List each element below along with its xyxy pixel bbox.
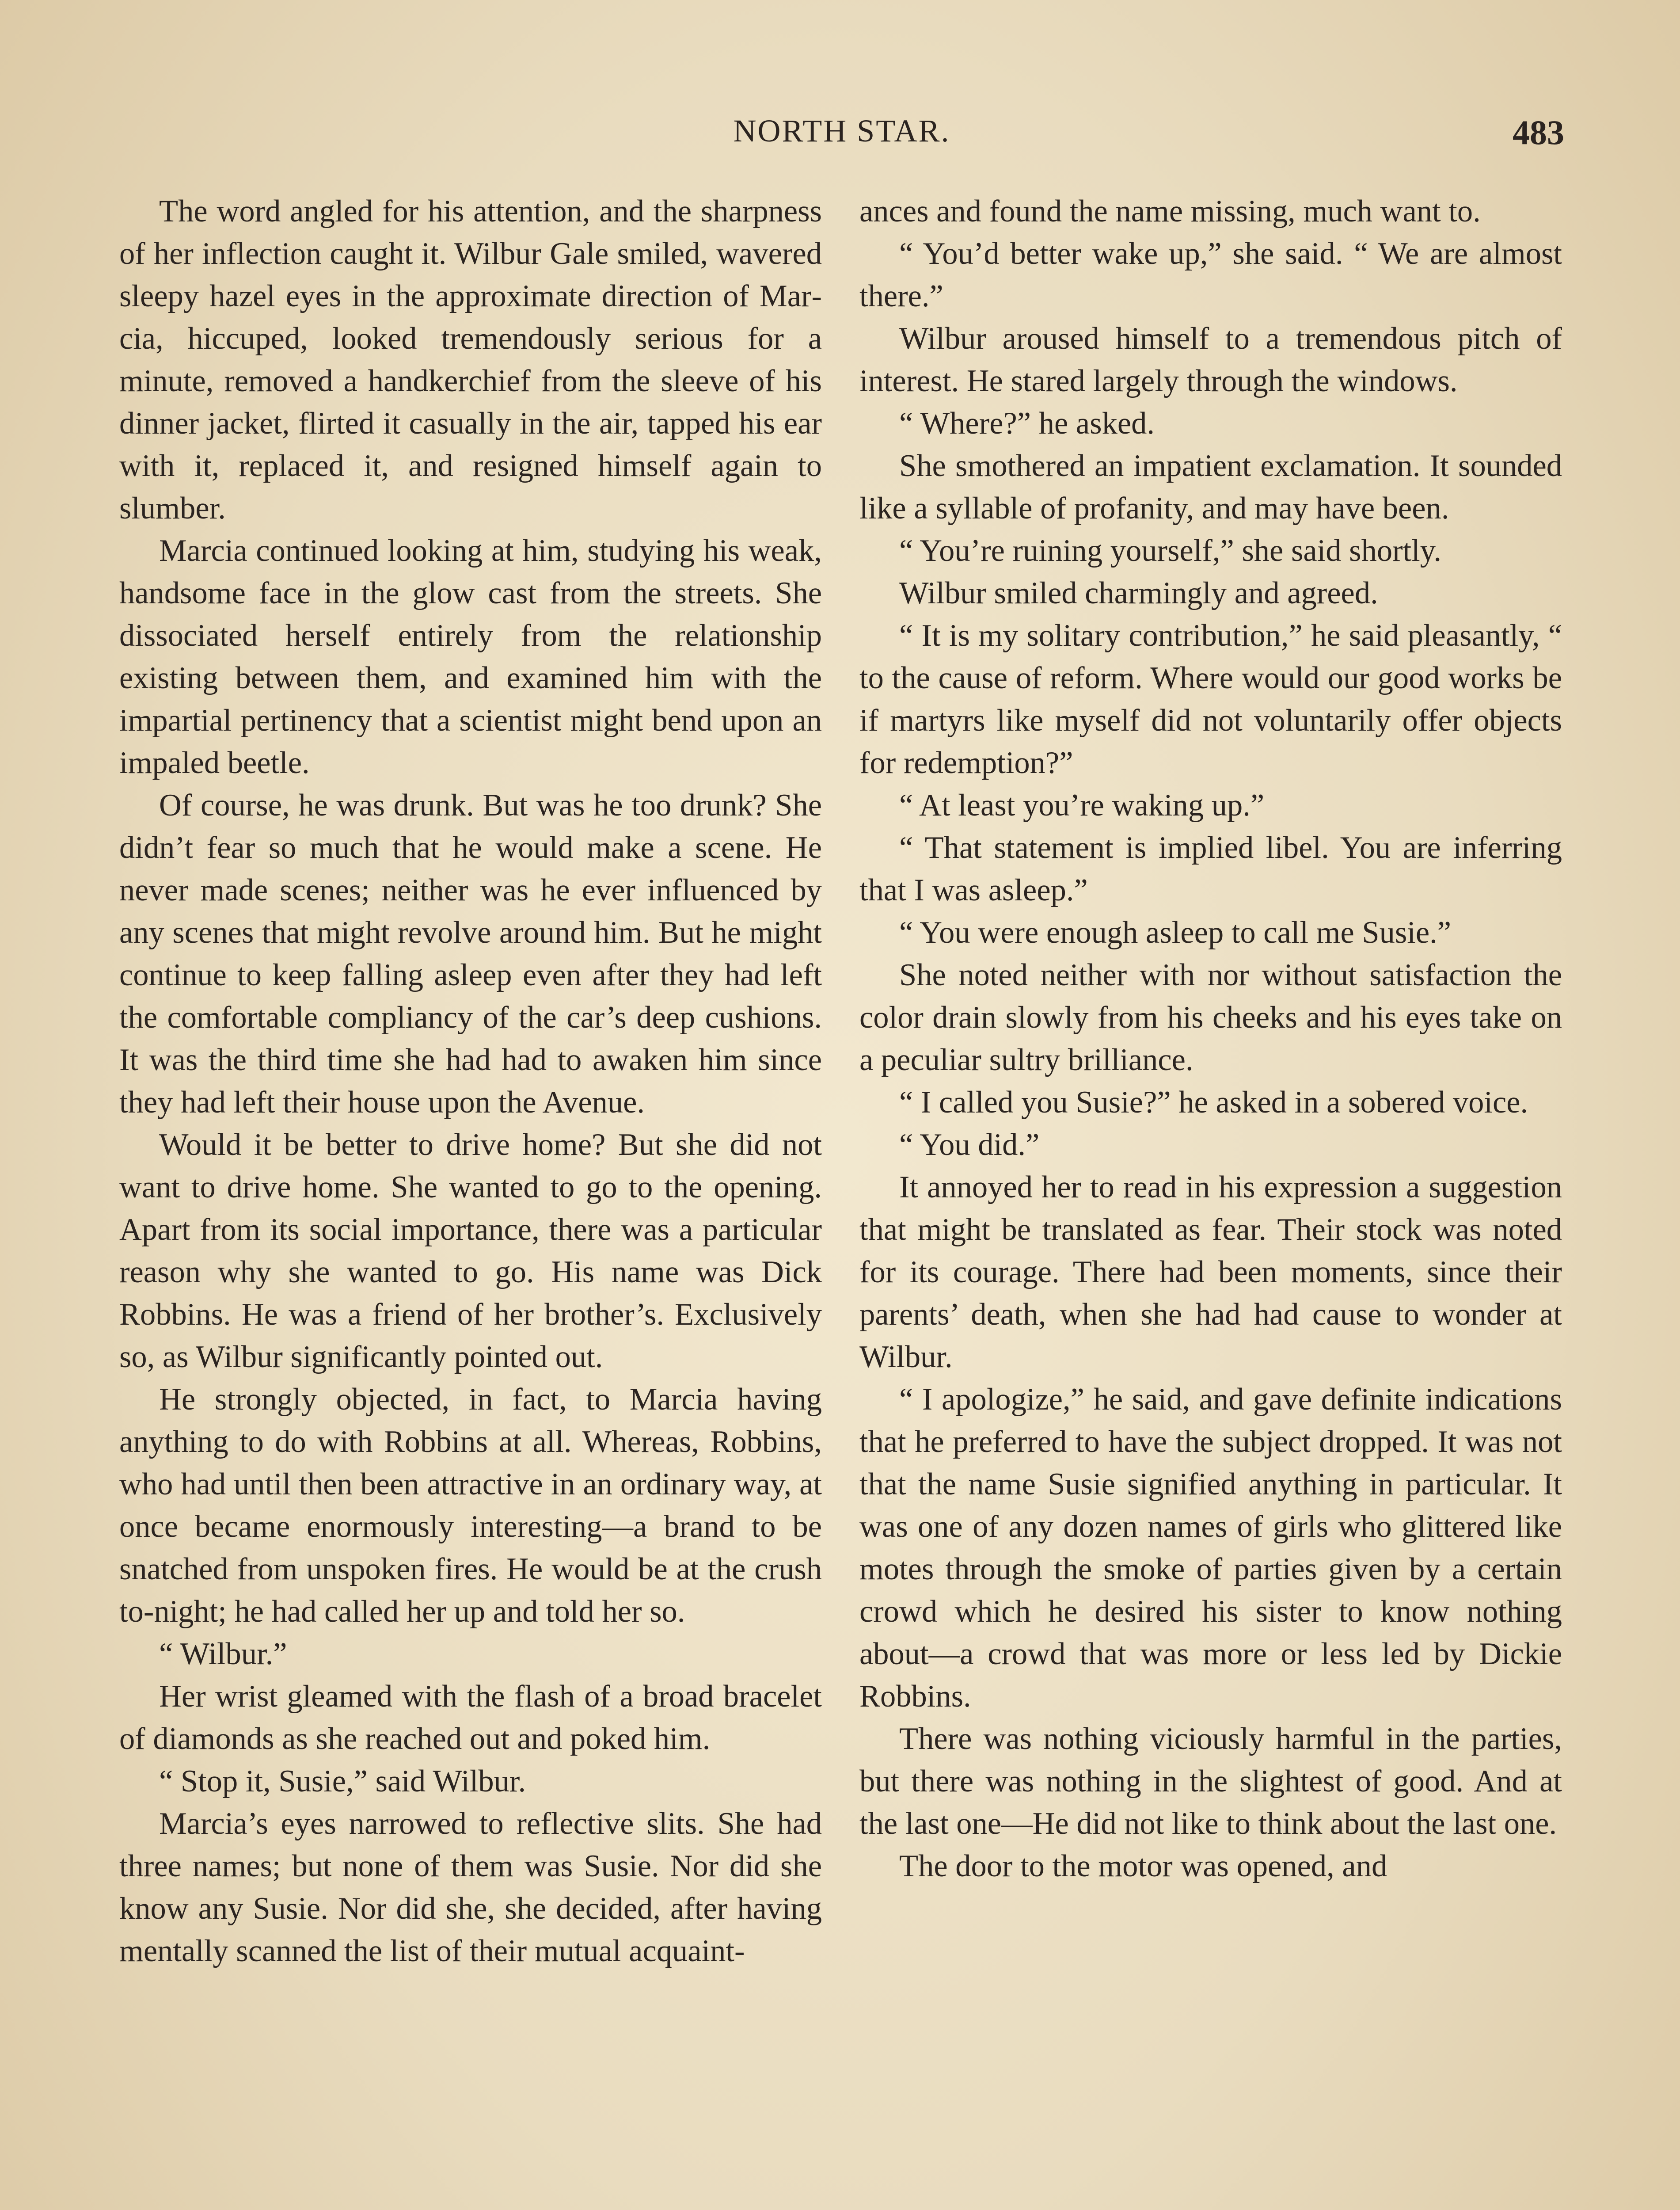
paragraph: She smothered an impatient exclamation. It sounded like a syllable of profanity, and may have been. — [859, 449, 1562, 526]
paragraph: “ I called you Susie?” he asked in a sobered voice. — [899, 1085, 1528, 1120]
paragraph: Her wrist gleamed with the flash of a broad bracelet of diamonds as she reached out and poked him. — [119, 1679, 822, 1756]
right-column — [859, 190, 1562, 1887]
paragraph: Wilbur aroused himself to a tremendous pitch of interest. He stared largely through the windows. — [859, 321, 1562, 398]
paragraph: “ At least you’re waking up.” — [899, 788, 1265, 823]
paragraph: Marcia’s eyes narrowed to reflective slits. She had three names; but none of them was Susie. Nor did she know any Susie. Nor did she, she decided, after having mentally scanned the list of their mutual acquaint- — [119, 1806, 822, 1968]
paragraph: She noted neither with nor without satisfaction the color drain slowly from his cheeks and his eyes take on a peculiar sultry brilliance. — [859, 958, 1562, 1077]
running-title: NORTH STAR. — [733, 113, 950, 149]
paragraph: The word angled for his attention, and the sharpness of her inflection caught it. Wilbur Gale smiled, wavered sleepy hazel eyes in the approximate direction of Marcia, hiccuped, looked tremendously serious for a minute, removed a handkerchief from the sleeve of his dinner jacket, flirted it casually in the air, tapped his ear with it, replaced it, and resigned himself again to slumber. — [119, 194, 822, 526]
paragraph: “ You’re ruining yourself,” she said shortly. — [899, 533, 1442, 568]
paragraph: Would it be better to drive home? But she did not want to drive home. She wanted to go to the opening. Apart from its social importance, there was a particular reason why she wanted to go. His name was Dick Robbins. He was a friend of her brother’s. Exclusively so, as Wilbur significantly pointed out. — [119, 1128, 822, 1374]
paragraph: “ You were enough asleep to call me Susie.” — [899, 915, 1452, 950]
paragraph: “ That statement is implied libel. You are inferring that I was asleep.” — [859, 831, 1562, 907]
paragraph: He strongly objected, in fact, to Marcia having anything to do with Robbins at all. Whereas, Robbins, who had until then been attractive in an ordinary way, at once became enormously interesting—a brand to be snatched from unspoken fires. He would be at the crush to-night; he had called her up and told her so. — [119, 1382, 822, 1629]
paragraph: The door to the motor was opened, and — [899, 1849, 1387, 1883]
paragraph-continued: ances and found the name missing, much want to. — [859, 194, 1481, 229]
left-column — [119, 190, 822, 1972]
paragraph: “ Stop it, Susie,” said Wilbur. — [159, 1764, 526, 1798]
paragraph: It annoyed her to read in his expression a suggestion that might be translated as fear. Their stock was noted for its courage. There had been moments, since their parents’ death, when she had had cause to wonder at Wilbur. — [859, 1170, 1562, 1374]
paragraph: Marcia continued looking at him, studying his weak, handsome face in the glow cast from the streets. She dissociated herself entirely from the relationship existing between them, and examined him with the impartial pertinency that a scientist might bend upon an impaled beetle. — [119, 533, 822, 780]
page-number: 483 — [1513, 113, 1564, 152]
paragraph: “ You’d better wake up,” she said. “ We are almost there.” — [859, 236, 1562, 313]
paragraph: “ You did.” — [899, 1128, 1040, 1162]
paragraph: “ I apologize,” he said, and gave definite indications that he preferred to have the subject dropped. It was not that the name Susie signified anything in particular. It was one of any dozen names of girls who glittered like motes through the smoke of parties given by a certain crowd which he desired his sister to know nothing about—a crowd that was more or less led by Dickie Robbins. — [859, 1382, 1562, 1714]
paragraph: “ Wilbur.” — [159, 1637, 287, 1671]
page-header — [119, 113, 1564, 157]
paragraph: “ It is my solitary contribution,” he said pleasantly, “ to the cause of reform. Where would our good works be if martyrs like myself did not voluntarily offer objects for redemption?” — [859, 618, 1562, 780]
paragraph: Wilbur smiled charmingly and agreed. — [899, 576, 1378, 610]
paragraph: Of course, he was drunk. But was he too drunk? She didn’t fear so much that he would make a scene. He never made scenes; neither was he ever influenced by any scenes that might revolve around him. But he might continue to keep falling asleep even after they had left the comfortable compliancy of the car’s deep cushions. It was the third time she had had to awaken him since they had left their house upon the Avenue. — [119, 788, 822, 1120]
paragraph: There was nothing viciously harmful in the parties, but there was nothing in the slightest of good. And at the last one—He did not like to think about the last one. — [859, 1722, 1562, 1841]
paragraph: “ Where?” he asked. — [899, 406, 1155, 441]
